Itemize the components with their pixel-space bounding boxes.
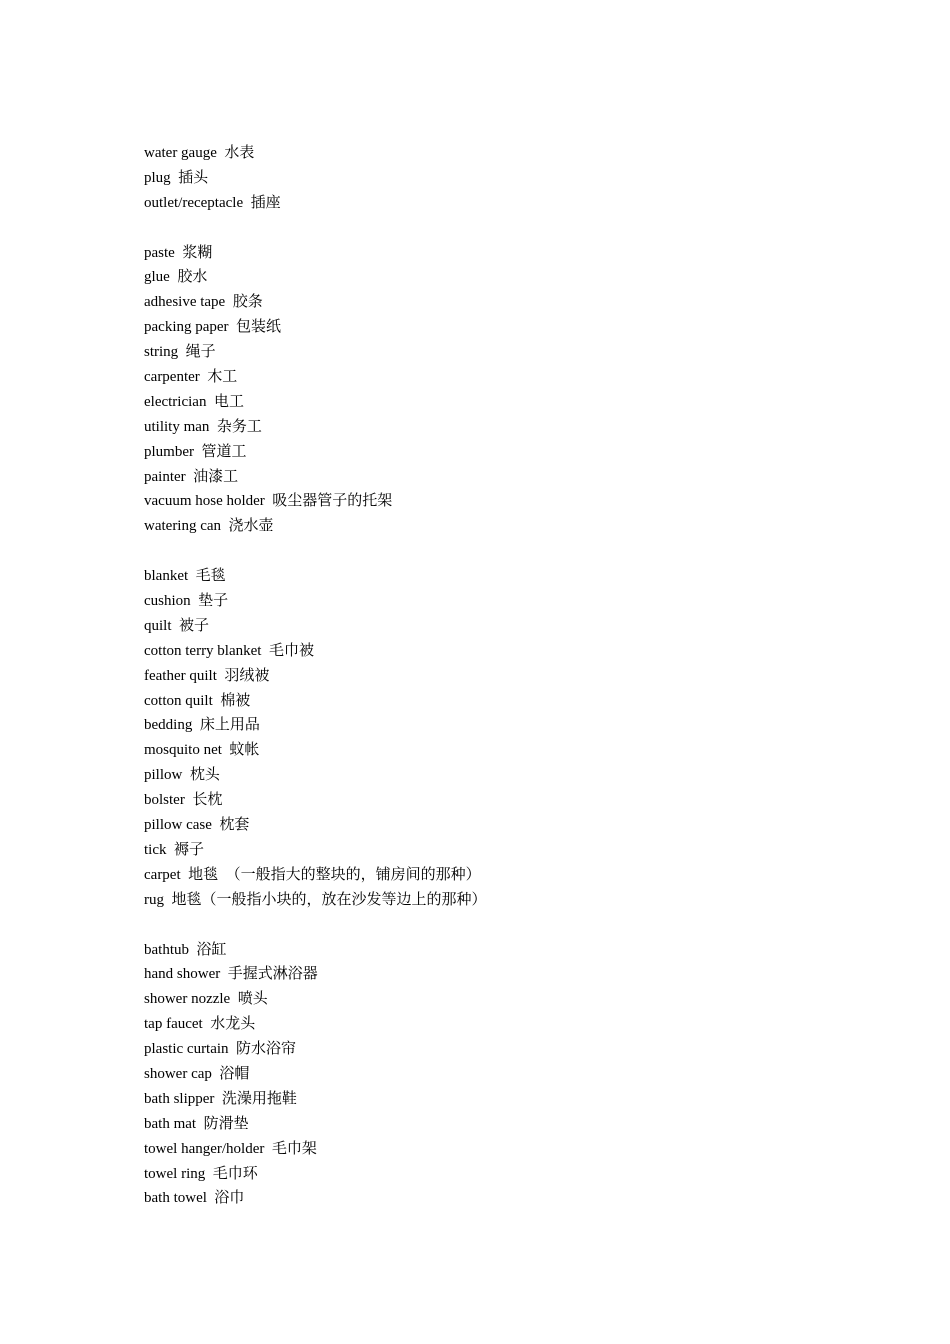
vocab-line: carpenter 木工 [144,369,238,386]
vocab-line: bath mat 防滑垫 [144,1115,249,1132]
blank-line [144,913,864,938]
vocab-line: rug 地毯（一般指小块的，放在沙发等边上的那种） [144,891,487,908]
vocab-line: string 绳子 [144,344,216,361]
vocab-line: tap faucet 水龙头 [144,1016,256,1033]
vocab-line: quilt 被子 [144,617,210,634]
vocab-line: bath towel 浴巾 [144,1190,245,1207]
vocab-line: painter 油漆工 [144,468,239,485]
vocab-line: cotton terry blanket 毛巾被 [144,642,314,659]
vocab-line: bedding 床上用品 [144,717,260,734]
vocab-line: shower nozzle 喷头 [144,991,268,1008]
vocab-line: utility man 杂务工 [144,418,262,435]
vocab-line: adhesive tape 胶条 [144,294,263,311]
blank-line [144,216,864,241]
vocab-line: bolster 长枕 [144,792,223,809]
blank-line [144,539,864,564]
vocab-line: bathtub 浴缸 [144,941,227,958]
vocab-line: blanket 毛毯 [144,568,226,585]
vocab-line: shower cap 浴帽 [144,1065,250,1082]
vocab-line: outlet/receptacle 插座 [144,194,281,211]
vocab-line: hand shower 手握式淋浴器 [144,966,318,983]
vocab-line: cotton quilt 棉被 [144,692,251,709]
vocab-line: plastic curtain 防水浴帘 [144,1041,297,1058]
vocab-line: vacuum hose holder 吸尘器管子的托架 [144,493,393,510]
vocab-line: towel ring 毛巾环 [144,1165,258,1182]
vocab-line: tick 褥子 [144,841,204,858]
vocab-line: electrician 电工 [144,393,244,410]
vocab-line: mosquito net 蚊帐 [144,742,260,759]
vocab-line: packing paper 包装纸 [144,319,282,336]
vocab-line: watering can 浇水壶 [144,518,274,535]
vocab-line: pillow case 枕套 [144,817,250,834]
vocab-line: towel hanger/holder 毛巾架 [144,1140,317,1157]
vocab-line: glue 胶水 [144,269,208,286]
vocab-line: paste 浆糊 [144,244,213,261]
vocab-line: pillow 枕头 [144,767,220,784]
vocab-line: carpet 地毯 （一般指大的整块的，铺房间的那种） [144,866,481,883]
vocab-line: cushion 垫子 [144,593,229,610]
vocab-line: plumber 管道工 [144,443,247,460]
vocab-line: plug 插头 [144,169,209,186]
vocab-line: water gauge 水表 [144,145,255,161]
vocab-line: feather quilt 羽绒被 [144,667,270,684]
vocab-line: bath slipper 洗澡用拖鞋 [144,1090,297,1107]
document-page [144,141,864,1211]
